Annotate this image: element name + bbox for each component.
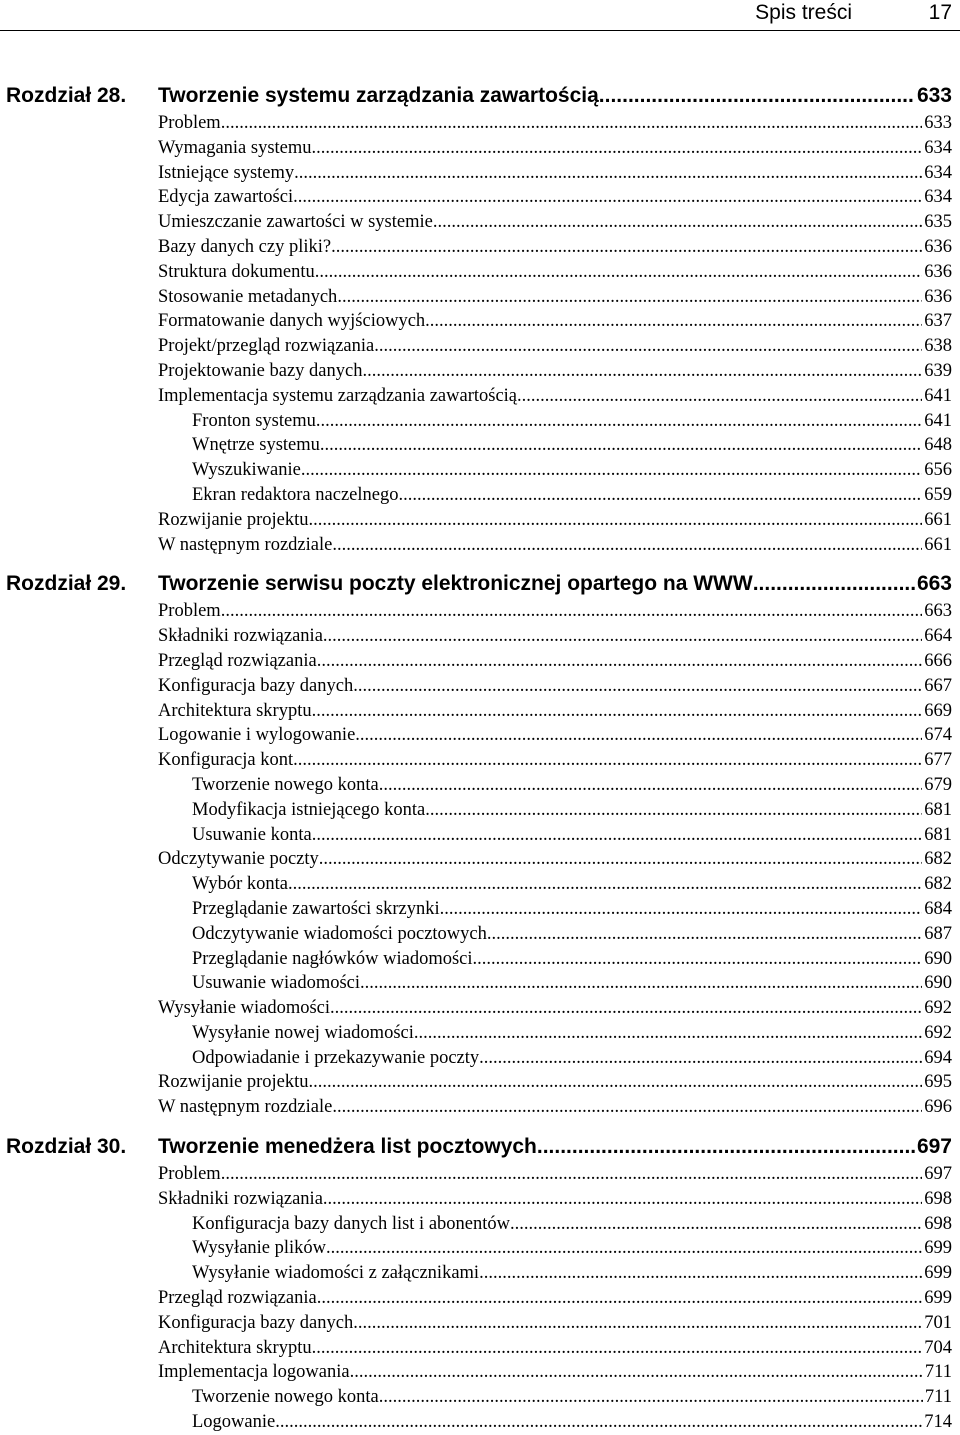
dot-leader (312, 823, 923, 848)
dot-leader (332, 533, 922, 558)
dot-leader (319, 847, 922, 872)
entry-title: Konfiguracja bazy danych (158, 1312, 354, 1333)
toc-section-entry[interactable] (158, 161, 952, 186)
dot-leader (414, 1021, 922, 1046)
dot-leader (353, 1311, 922, 1336)
entry-page-number: 636 (924, 236, 952, 257)
dot-leader (312, 136, 923, 161)
toc-subsection-entry[interactable] (192, 1236, 952, 1261)
chapter-heading (0, 569, 960, 599)
chapter-number: Rozdział 30. (6, 1135, 127, 1159)
entry-page-number: 714 (924, 1412, 952, 1433)
toc-subsection-entry[interactable] (192, 798, 952, 823)
dot-leader (355, 723, 922, 748)
entry-page-number: 679 (924, 774, 952, 795)
entry-page-number: 641 (924, 410, 952, 431)
entry-title: Problem (158, 1164, 221, 1185)
dot-leader (309, 1070, 923, 1095)
entry-title: Projekt/przegląd rozwiązania (158, 336, 375, 357)
entry-title: Problem (158, 113, 221, 133)
toc-subsection-entry[interactable] (192, 897, 952, 922)
toc-section-entry[interactable] (158, 1095, 952, 1120)
entry-title: Wymagania systemu (158, 137, 312, 158)
dot-leader (221, 599, 923, 624)
entry-title: Usuwanie wiadomości (192, 973, 361, 994)
toc-subsection-entry[interactable] (192, 922, 952, 947)
dot-leader (312, 699, 923, 724)
toc-section-entry[interactable] (158, 210, 952, 235)
chapter-title: Tworzenie menedżera list pocztowych (158, 1135, 537, 1159)
toc-subsection-entry[interactable] (192, 409, 952, 434)
dot-leader (379, 773, 923, 798)
dot-leader (537, 1132, 915, 1162)
entry-title: Konfiguracja kont (158, 750, 294, 771)
entry-title: Wysyłanie plików (192, 1238, 327, 1259)
dot-leader (301, 458, 922, 483)
toc-subsection-entry[interactable] (192, 773, 952, 798)
dot-leader (309, 508, 923, 533)
toc-section-entry[interactable] (158, 136, 952, 161)
chapter-page-number: 697 (916, 1135, 952, 1159)
entry-title: Odczytywanie wiadomości pocztowych (192, 923, 487, 944)
entry-title: Istniejące systemy (158, 162, 295, 183)
dot-leader (317, 649, 923, 674)
dot-leader (326, 1236, 922, 1261)
dot-leader (337, 285, 922, 310)
entry-title: Wyszukiwanie (192, 460, 301, 481)
entry-title: Przeglądanie zawartości skrzynki (192, 898, 440, 919)
toc-section-entry[interactable] (158, 699, 952, 724)
chapter-title: Tworzenie serwisu poczty elektronicznej opartego na WWW (158, 572, 753, 596)
entry-page-number: 698 (924, 1213, 952, 1234)
chapter-page-number: 663 (916, 572, 952, 596)
dot-leader (294, 161, 922, 186)
entry-title: Modyfikacja istniejącego konta (192, 799, 426, 820)
entry-page-number: 633 (924, 113, 952, 133)
entry-page-number: 634 (924, 162, 952, 183)
entry-page-number: 701 (924, 1312, 952, 1333)
entry-title: Przegląd rozwiązania (158, 1288, 317, 1309)
toc-section-entry[interactable] (158, 1336, 952, 1361)
entry-page-number: 695 (924, 1072, 952, 1093)
toc-section-entry[interactable] (158, 285, 952, 310)
dot-leader (330, 996, 922, 1021)
toc-subsection-entry[interactable] (192, 1046, 952, 1071)
chapter-number: Rozdział 28. (6, 84, 127, 107)
toc-section-entry[interactable] (158, 649, 952, 674)
entry-title: Ekran redaktora naczelnego (192, 484, 399, 505)
dot-leader (221, 111, 923, 136)
entry-page-number: 694 (924, 1047, 952, 1068)
entry-page-number: 682 (924, 849, 952, 870)
entry-page-number: 641 (924, 385, 952, 406)
toc-section-entry[interactable] (158, 1162, 952, 1187)
chapter-entry[interactable] (158, 81, 952, 111)
dot-leader (275, 1410, 922, 1435)
dot-leader (332, 1095, 922, 1120)
dot-leader (599, 81, 915, 111)
entry-page-number: 656 (924, 460, 952, 481)
toc-section-entry[interactable] (158, 674, 952, 699)
toc-subsection-entry[interactable] (192, 1261, 952, 1286)
dot-leader (425, 798, 922, 823)
dot-leader (315, 260, 923, 285)
entry-page-number: 692 (924, 998, 952, 1019)
chapter-title: Tworzenie systemu zarządzania zawartością (158, 84, 599, 107)
entry-title: Bazy danych czy pliki? (158, 236, 332, 257)
entry-title: Stosowanie metadanych (158, 286, 338, 307)
entry-title: Składniki rozwiązania (158, 626, 323, 647)
entry-page-number: 666 (924, 650, 952, 671)
entry-page-number: 634 (924, 137, 952, 158)
toc-subsection-entry[interactable] (192, 458, 952, 483)
chapter-heading (0, 1132, 960, 1162)
dot-leader (293, 185, 922, 210)
toc-section-entry[interactable] (158, 533, 952, 558)
entry-page-number: 661 (924, 509, 952, 530)
toc-subsection-entry[interactable] (192, 947, 952, 972)
toc-section-entry[interactable] (158, 508, 952, 533)
entry-title: Wybór konta (192, 874, 288, 895)
running-header-title: Spis treści (755, 1, 852, 24)
dot-leader (479, 1046, 922, 1071)
toc-section-entry[interactable] (158, 996, 952, 1021)
dot-leader (479, 1261, 922, 1286)
entry-page-number: 674 (924, 725, 952, 746)
entry-page-number: 681 (924, 824, 952, 845)
dot-leader (517, 384, 922, 409)
entry-page-number: 669 (924, 700, 952, 721)
entry-page-number: 682 (924, 874, 952, 895)
entry-page-number: 648 (924, 435, 952, 456)
toc-section-entry[interactable] (158, 1187, 952, 1212)
toc-section-entry[interactable] (158, 1360, 952, 1385)
toc-section-entry[interactable] (158, 1311, 952, 1336)
toc-section-entry[interactable] (158, 1286, 952, 1311)
entry-page-number: 699 (924, 1263, 952, 1284)
entry-title: Formatowanie danych wyjściowych (158, 311, 426, 332)
entry-title: Implementacja systemu zarządzania zawartością (158, 385, 518, 406)
toc-subsection-entry[interactable] (192, 823, 952, 848)
toc-section-entry[interactable] (158, 599, 952, 624)
entry-title: Rozwijanie projektu (158, 1072, 309, 1093)
entry-page-number: 696 (924, 1097, 952, 1118)
toc-subsection-entry[interactable] (192, 872, 952, 897)
entry-page-number: 711 (924, 1362, 952, 1383)
dot-leader (360, 971, 922, 996)
chapter-entry[interactable] (158, 1132, 952, 1162)
entry-title: W następnym rozdziale (158, 1097, 333, 1118)
chapter-entry[interactable] (158, 569, 952, 599)
toc-section-entry[interactable] (158, 1070, 952, 1095)
toc-section-entry[interactable] (158, 334, 952, 359)
entry-title: Konfiguracja bazy danych list i abonentów (192, 1213, 510, 1234)
page-number: 17 (928, 1, 952, 24)
entry-title: Odczytywanie poczty (158, 849, 319, 870)
chapter-heading (0, 81, 960, 111)
toc-section-entry[interactable] (158, 309, 952, 334)
entry-page-number: 638 (924, 336, 952, 357)
dot-leader (293, 748, 922, 773)
dot-leader (433, 210, 922, 235)
entry-title: Logowanie i wylogowanie (158, 725, 356, 746)
entry-title: Przeglądanie nagłówków wiadomości (192, 948, 473, 969)
entry-title: Tworzenie nowego konta (192, 1387, 379, 1408)
entry-page-number: 636 (924, 261, 952, 282)
entry-title: Umieszczanie zawartości w systemie (158, 212, 433, 233)
toc-section-entry[interactable] (158, 624, 952, 649)
dot-leader (398, 483, 922, 508)
toc-section-entry[interactable] (158, 260, 952, 285)
entry-page-number: 684 (924, 898, 952, 919)
toc-subsection-entry[interactable] (192, 1021, 952, 1046)
toc-section-entry[interactable] (158, 111, 952, 136)
dot-leader (362, 359, 922, 384)
dot-leader (379, 1385, 923, 1410)
entry-title: Architektura skryptu (158, 1337, 312, 1358)
toc-section-entry[interactable] (158, 359, 952, 384)
entry-page-number: 699 (924, 1288, 952, 1309)
entry-page-number: 698 (924, 1188, 952, 1209)
entry-title: Logowanie (192, 1412, 276, 1433)
dot-leader (350, 1360, 923, 1385)
toc-subsection-entry[interactable] (192, 971, 952, 996)
entry-page-number: 697 (924, 1164, 952, 1185)
entry-title: Wysyłanie wiadomości (158, 998, 331, 1019)
entry-title: Rozwijanie projektu (158, 509, 309, 530)
toc-section-entry[interactable] (158, 185, 952, 210)
entry-page-number: 636 (924, 286, 952, 307)
entry-title: Konfiguracja bazy danych (158, 675, 354, 696)
dot-leader (487, 922, 922, 947)
entry-page-number: 639 (924, 360, 952, 381)
entry-title: Fronton systemu (192, 410, 316, 431)
page-header (0, 0, 960, 33)
entry-page-number: 667 (924, 675, 952, 696)
entry-title: Tworzenie nowego konta (192, 774, 379, 795)
entry-title: Architektura skryptu (158, 700, 312, 721)
entry-page-number: 699 (924, 1238, 952, 1259)
entry-title: Wysyłanie wiadomości z załącznikami (192, 1263, 480, 1284)
toc-section-entry[interactable] (158, 723, 952, 748)
entry-page-number: 704 (924, 1337, 952, 1358)
entry-title: Wnętrze systemu (192, 435, 320, 456)
dot-leader (316, 409, 922, 434)
dot-leader (473, 947, 923, 972)
dot-leader (440, 897, 923, 922)
entry-page-number: 687 (924, 923, 952, 944)
entry-page-number: 690 (924, 973, 952, 994)
toc-section-entry[interactable] (158, 748, 952, 773)
entry-page-number: 661 (924, 534, 952, 555)
entry-title: Składniki rozwiązania (158, 1188, 323, 1209)
chapter-number: Rozdział 29. (6, 572, 127, 596)
toc-subsection-entry[interactable] (192, 1410, 952, 1435)
entry-title: Usuwanie konta (192, 824, 312, 845)
dot-leader (323, 1187, 922, 1212)
entry-title: Edycja zawartości (158, 187, 294, 208)
toc-section-entry[interactable] (158, 847, 952, 872)
entry-page-number: 677 (924, 750, 952, 771)
dot-leader (221, 1162, 923, 1187)
dot-leader (331, 235, 922, 260)
dot-leader (288, 872, 922, 897)
entry-title: Odpowiadanie i przekazywanie poczty (192, 1047, 480, 1068)
entry-title: Wysyłanie nowej wiadomości (192, 1022, 414, 1043)
entry-page-number: 711 (924, 1387, 952, 1408)
toc-subsection-entry[interactable] (192, 483, 952, 508)
toc-subsection-entry[interactable] (192, 433, 952, 458)
toc-subsection-entry[interactable] (192, 1385, 952, 1410)
entry-page-number: 635 (924, 212, 952, 233)
entry-title: Projektowanie bazy danych (158, 360, 363, 381)
table-of-contents (0, 77, 960, 1435)
dot-leader (353, 674, 922, 699)
entry-title: Problem (158, 601, 221, 622)
entry-page-number: 664 (924, 626, 952, 647)
entry-title: W następnym rozdziale (158, 534, 333, 555)
entry-title: Struktura dokumentu (158, 261, 315, 282)
entry-page-number: 637 (924, 311, 952, 332)
dot-leader (323, 624, 922, 649)
entry-page-number: 692 (924, 1022, 952, 1043)
entry-page-number: 634 (924, 187, 952, 208)
dot-leader (312, 1336, 923, 1361)
dot-leader (317, 1286, 923, 1311)
entry-page-number: 681 (924, 799, 952, 820)
dot-leader (510, 1212, 922, 1237)
entry-title: Przegląd rozwiązania (158, 650, 317, 671)
toc-section-entry[interactable] (158, 384, 952, 409)
entry-title: Implementacja logowania (158, 1362, 350, 1383)
header-rule (0, 30, 960, 31)
entry-page-number: 690 (924, 948, 952, 969)
dot-leader (425, 309, 922, 334)
toc-section-entry[interactable] (158, 235, 952, 260)
entry-page-number: 659 (924, 484, 952, 505)
dot-leader (374, 334, 922, 359)
entry-page-number: 663 (924, 601, 952, 622)
chapter-page-number: 633 (916, 84, 952, 107)
toc-subsection-entry[interactable] (192, 1212, 952, 1237)
dot-leader (320, 433, 922, 458)
dot-leader (753, 569, 915, 599)
